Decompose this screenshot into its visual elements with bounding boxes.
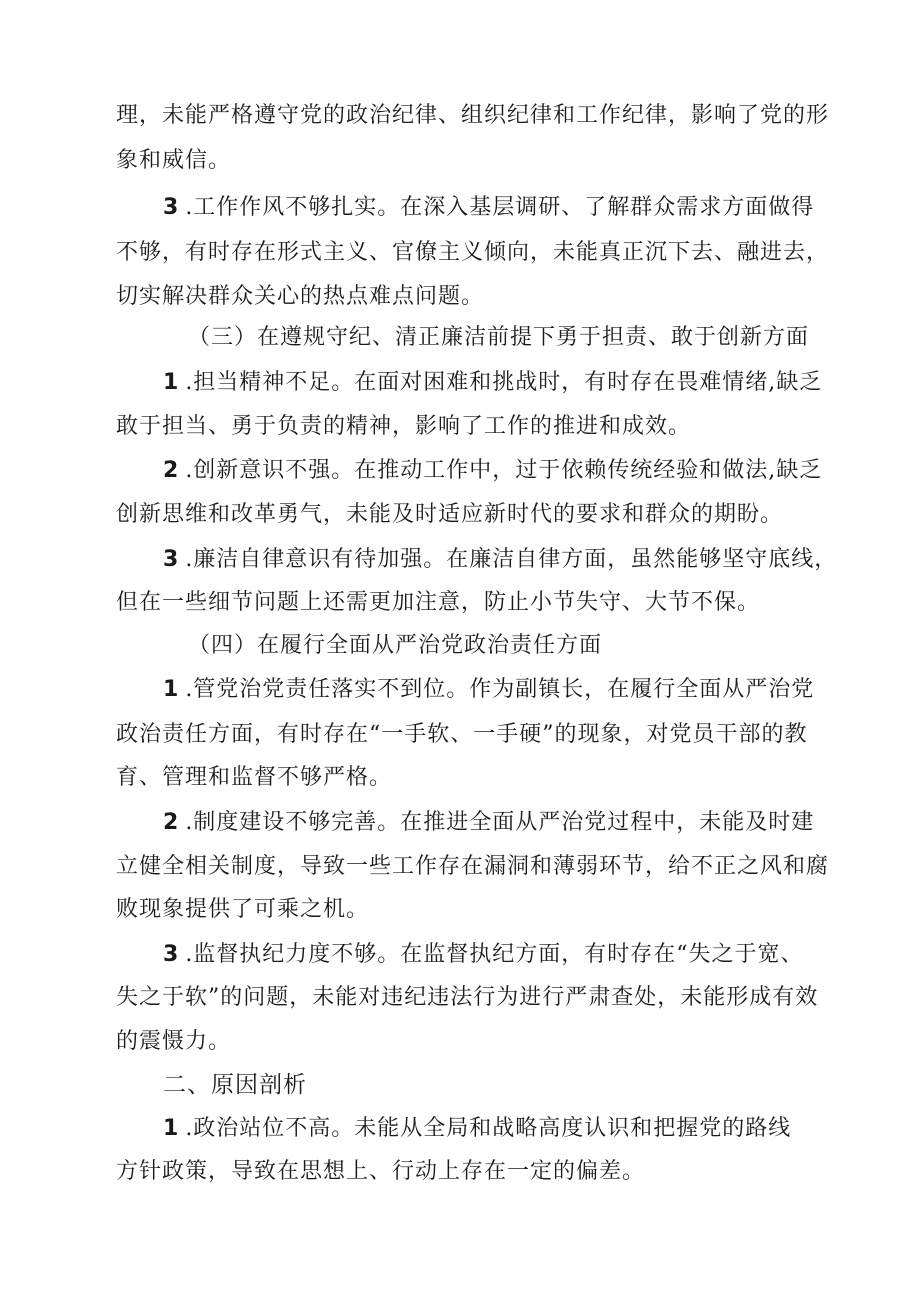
list-item-line: 2 .创新意识不强。在推动工作中，过于依赖传统经验和做法,缺乏	[163, 458, 823, 483]
paragraph-line: 政治责任方面，有时存在“一手软、一手硬”的现象，对党员干部的教	[116, 722, 808, 747]
section-subheading: （三）在遵规守纪、清正廉洁前提下勇于担责、敢于创新方面	[188, 325, 810, 350]
paragraph-line: 育、管理和监督不够严格。	[116, 765, 393, 790]
paragraph-line: 败现象提供了可乘之机。	[116, 897, 370, 922]
list-number: 3	[163, 547, 180, 572]
list-number: 3	[163, 195, 180, 220]
list-number: 1	[163, 677, 180, 702]
list-item-line: 1 .担当精神不足。在面对困难和挑战时，有时存在畏难情绪,缺乏	[163, 370, 823, 395]
paragraph-line: 但在一些细节问题上还需更加注意，防止小节失守、大节不保。	[116, 590, 761, 615]
paragraph-line: 的震慑力。	[116, 1029, 232, 1054]
list-number: 1	[163, 1116, 180, 1141]
paragraph-line: 敢于担当、勇于负责的精神，影响了工作的推进和成效。	[116, 414, 692, 439]
paragraph-line: 切实解决群众关心的热点难点问题。	[116, 284, 485, 309]
paragraph-line: 失之于软”的问题，未能对违纪违法行为进行严肃查处，未能形成有效	[116, 985, 819, 1010]
list-item-line: 3 .监督执纪力度不够。在监督执纪方面，有时存在“失之于宽、	[163, 942, 804, 967]
list-number: 3	[163, 942, 180, 967]
section-subheading: （四）在履行全面从严治党政治责任方面	[188, 633, 603, 658]
list-item-line: 3 .廉洁自律意识有待加强。在廉洁自律方面，虽然能够坚守底线，	[163, 547, 838, 572]
list-number: 2	[163, 458, 180, 483]
paragraph-line: 方针政策，导致在思想上、行动上存在一定的偏差。	[116, 1159, 646, 1184]
list-item-line: 3 .工作作风不够扎实。在深入基层调研、了解群众需求方面做得	[163, 195, 815, 220]
paragraph-line: 不够，有时存在形式主义、官僚主义倾向，未能真正沉下去、融进去，	[116, 240, 830, 265]
section-heading: 二、原因剖析	[163, 1072, 307, 1098]
list-item-line: 1 .政治站位不高。未能从全局和战略高度认识和把握党的路线	[163, 1116, 792, 1141]
list-number: 2	[163, 810, 180, 835]
paragraph-line: 立健全相关制度，导致一些工作存在漏洞和薄弱环节，给不正之风和腐	[116, 854, 830, 879]
list-item-line: 2 .制度建设不够完善。在推进全面从严治党过程中，未能及时建	[163, 810, 815, 835]
list-item-line: 1 .管党治党责任落实不到位。作为副镇长，在履行全面从严治党	[163, 677, 815, 702]
paragraph-line: 象和威信。	[116, 148, 232, 173]
paragraph-line: 理，未能严格遵守党的政治纪律、组织纪律和工作纪律，影响了党的形	[116, 103, 830, 128]
list-number: 1	[163, 370, 180, 395]
paragraph-line: 创新思维和改革勇气，未能及时适应新时代的要求和群众的期盼。	[116, 502, 784, 527]
